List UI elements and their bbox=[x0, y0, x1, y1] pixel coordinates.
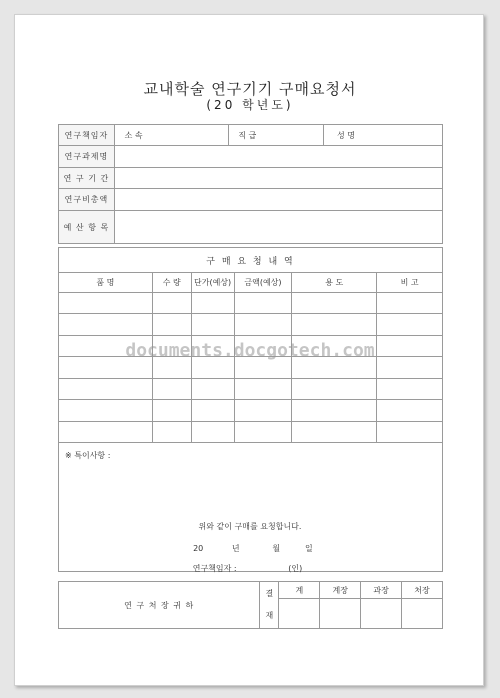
project-label: 연구과제명 bbox=[59, 146, 115, 168]
researcher-label: 연구책임자 bbox=[59, 125, 115, 146]
name-label: 성 명 bbox=[324, 125, 368, 146]
signer-seal: (인) bbox=[288, 564, 303, 573]
position-field[interactable] bbox=[266, 125, 324, 146]
budget-field[interactable] bbox=[114, 211, 442, 244]
cell[interactable] bbox=[191, 379, 234, 400]
approval-col-staff: 계 bbox=[279, 582, 320, 599]
col-unit-price: 단가(예상) bbox=[191, 273, 234, 293]
date-year-prefix: 20 bbox=[193, 544, 204, 553]
approval-label-top: 결 bbox=[265, 589, 274, 598]
cell[interactable] bbox=[377, 400, 443, 422]
approval-label-bottom: 재 bbox=[265, 611, 274, 620]
date-line bbox=[0, 543, 500, 554]
date-day: 일 bbox=[304, 544, 313, 553]
table-row bbox=[59, 379, 443, 400]
cell[interactable] bbox=[59, 314, 153, 336]
cell[interactable] bbox=[59, 379, 153, 400]
table-row bbox=[59, 293, 443, 314]
document-subtitle: (20 학년도) bbox=[206, 98, 294, 112]
cell[interactable] bbox=[59, 400, 153, 422]
cell[interactable] bbox=[152, 379, 191, 400]
date-month: 월 bbox=[272, 544, 281, 553]
approval-col-chief: 계장 bbox=[320, 582, 361, 599]
request-sentence: 위와 같이 구매를 요청합니다. bbox=[198, 522, 302, 531]
affiliation-label: 소 속 bbox=[114, 125, 152, 146]
approval-sign-box[interactable] bbox=[361, 599, 402, 629]
col-remarks: 비 고 bbox=[377, 273, 443, 293]
approval-label bbox=[260, 582, 279, 629]
cell[interactable] bbox=[377, 314, 443, 336]
info-table bbox=[58, 124, 443, 244]
cell[interactable] bbox=[234, 422, 292, 443]
cell[interactable] bbox=[234, 379, 292, 400]
cell[interactable] bbox=[377, 293, 443, 314]
period-field[interactable] bbox=[114, 168, 442, 189]
watermark: documents.docgotech.com bbox=[125, 340, 375, 361]
cell[interactable] bbox=[377, 379, 443, 400]
affiliation-field[interactable] bbox=[152, 125, 228, 146]
cell[interactable] bbox=[191, 314, 234, 336]
cell[interactable] bbox=[292, 293, 377, 314]
col-amount: 금액(예상) bbox=[234, 273, 292, 293]
project-field[interactable] bbox=[114, 146, 442, 168]
period-label: 연 구 기 간 bbox=[59, 168, 115, 189]
table-row bbox=[59, 422, 443, 443]
cell[interactable] bbox=[292, 422, 377, 443]
addressee: 연 구 처 장 귀 하 bbox=[59, 582, 260, 629]
purchase-header-row bbox=[59, 273, 443, 293]
approval-sign-box[interactable] bbox=[279, 599, 320, 629]
table-row bbox=[59, 314, 443, 336]
remarks-label: ※ 특이사항 : bbox=[65, 451, 111, 460]
cell[interactable] bbox=[59, 422, 153, 443]
cell[interactable] bbox=[59, 293, 153, 314]
table-row bbox=[59, 400, 443, 422]
cell[interactable] bbox=[191, 400, 234, 422]
document-title: 교내학술 연구기기 구매요청서 bbox=[143, 80, 357, 98]
cell[interactable] bbox=[152, 293, 191, 314]
cell[interactable] bbox=[377, 422, 443, 443]
approval-col-manager: 과장 bbox=[361, 582, 402, 599]
cell[interactable] bbox=[292, 379, 377, 400]
cell[interactable] bbox=[234, 400, 292, 422]
name-field[interactable] bbox=[368, 125, 443, 146]
cell[interactable] bbox=[191, 293, 234, 314]
col-purpose: 용 도 bbox=[292, 273, 377, 293]
cell[interactable] bbox=[191, 422, 234, 443]
budget-label: 예 산 항 목 bbox=[59, 211, 115, 244]
cell[interactable] bbox=[152, 314, 191, 336]
col-item-name: 품 명 bbox=[59, 273, 153, 293]
col-quantity: 수 량 bbox=[152, 273, 191, 293]
purchase-section-title: 구 매 요 청 내 역 bbox=[59, 248, 443, 273]
approval-table bbox=[58, 581, 443, 629]
cell[interactable] bbox=[234, 314, 292, 336]
signer-line bbox=[0, 563, 500, 574]
cell[interactable] bbox=[292, 314, 377, 336]
signer-label: 연구책임자 : bbox=[192, 564, 237, 573]
total-cost-label: 연구비총액 bbox=[59, 189, 115, 211]
approval-col-director: 처장 bbox=[402, 582, 443, 599]
date-year: 년 bbox=[231, 544, 240, 553]
approval-sign-box[interactable] bbox=[320, 599, 361, 629]
approval-sign-box[interactable] bbox=[402, 599, 443, 629]
cell[interactable] bbox=[292, 400, 377, 422]
total-cost-field[interactable] bbox=[114, 189, 442, 211]
position-label: 직 급 bbox=[228, 125, 266, 146]
cell[interactable] bbox=[152, 422, 191, 443]
cell[interactable] bbox=[234, 293, 292, 314]
cell[interactable] bbox=[152, 400, 191, 422]
